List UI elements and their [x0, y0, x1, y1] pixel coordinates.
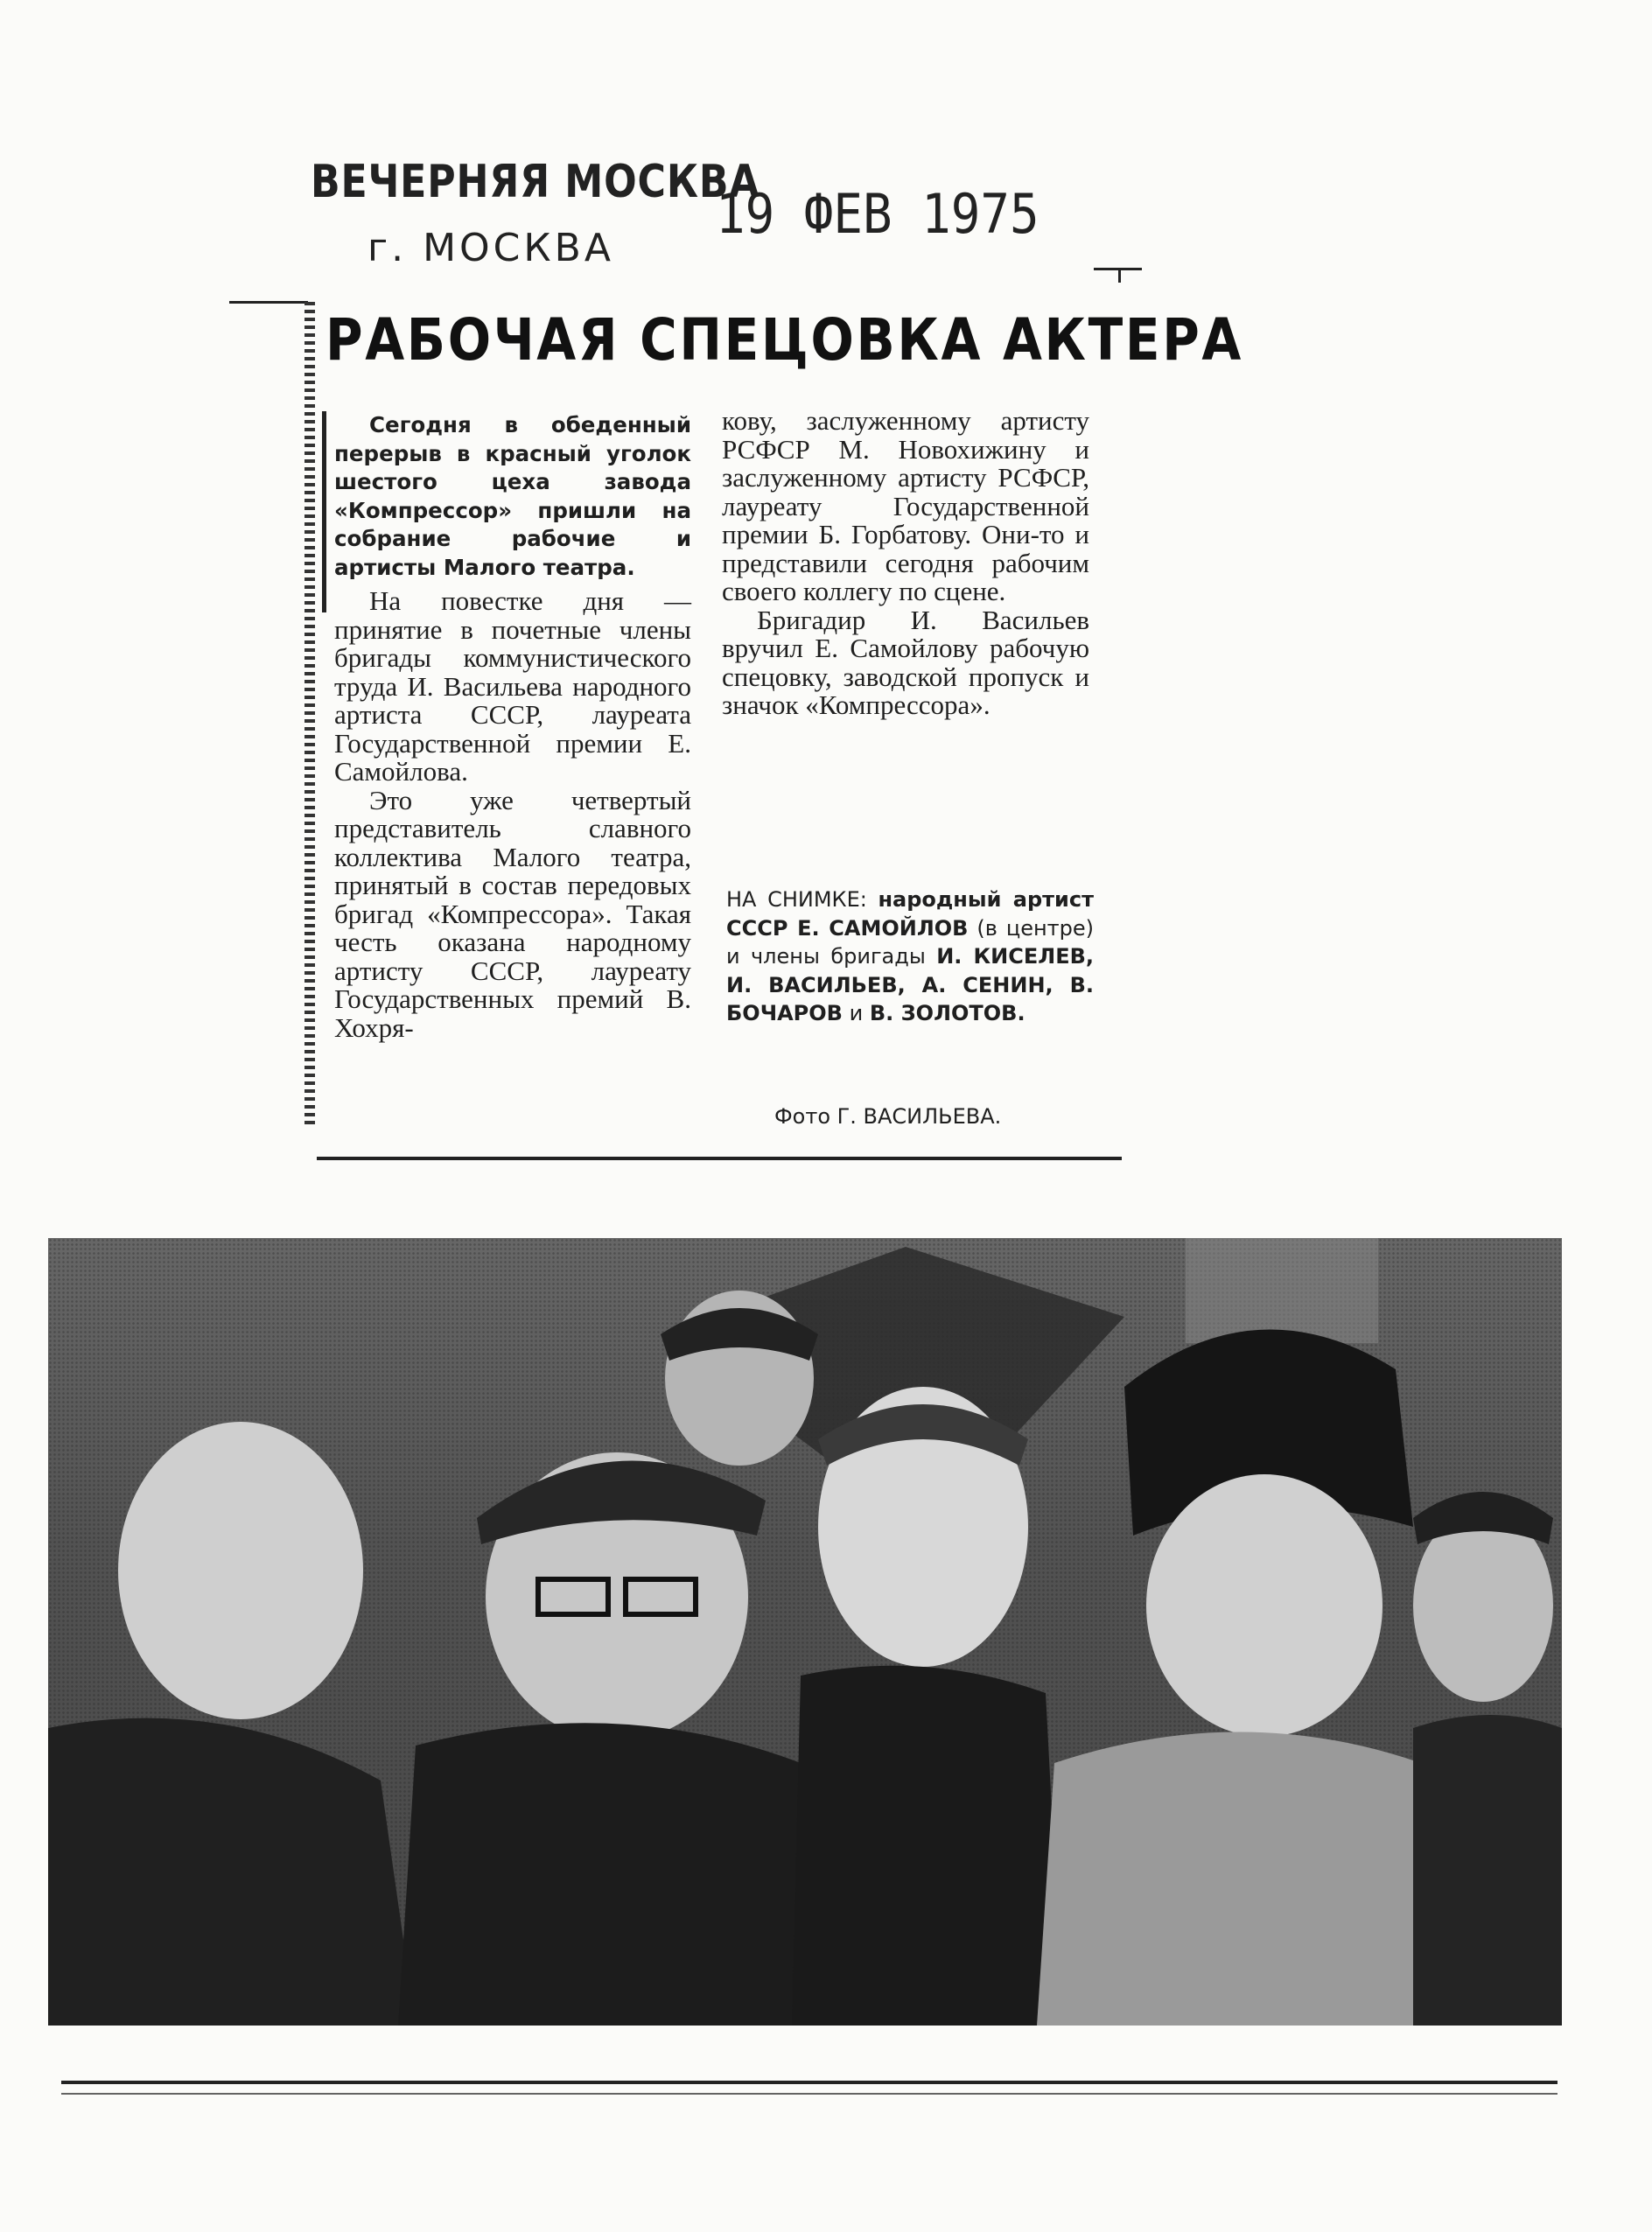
photo-credit: Фото Г. ВАСИЛЬЕВА. — [774, 1104, 1002, 1129]
photo-illustration — [48, 1238, 1562, 2026]
article-lead: Сегодня в обеденный перерыв в красный уголок шестого цеха завода «Компрессор» пришли на собрание рабочие и артисты Малого театра. — [334, 412, 691, 580]
top-right-tick — [1118, 270, 1121, 283]
page-bottom-rule-thin — [61, 2093, 1558, 2095]
caption-names: В. ЗОЛОТОВ. — [869, 1001, 1026, 1025]
caption-text: и — [849, 1001, 864, 1025]
page-bottom-rule — [61, 2081, 1558, 2084]
caption-names: И. КИСЕЛЕВ, И. ВАСИЛЬЕВ, А. СЕНИН, В. БОЧАРОВ — [726, 944, 1094, 1025]
city-stamp: г. МОСКВА — [368, 226, 614, 270]
article-border — [304, 302, 315, 1124]
article-bottom-rule — [317, 1157, 1122, 1160]
article-paragraph: кову, заслуженному артисту РСФСР М. Новохижину и заслуженному артисту РСФСР, лауреату Государственной премии Б. Горбатову. Они-то и представили сегодня рабочим своего коллегу по сцене. — [722, 405, 1089, 606]
lead-bar — [322, 411, 326, 612]
date-stamp: 19 ФЕВ 1975 — [716, 182, 1040, 246]
caption-person: народный артист СССР Е. САМОЙЛОВ — [726, 887, 1094, 941]
article-paragraph: На повестке дня — принятие в почетные члены бригады коммунистического труда И. Васильева народного артиста СССР, лауреата Государственной премии Е. Самойлова. — [334, 585, 691, 787]
photo-caption — [726, 885, 1094, 1028]
caption-label: НА СНИМКЕ: — [726, 887, 867, 912]
article-paragraph: Бригадир И. Васильев вручил Е. Самойлову рабочую спецовку, заводской пропуск и значок «Компрессора». — [722, 604, 1089, 720]
article-column-1 — [334, 411, 691, 1042]
top-left-rule — [229, 301, 308, 304]
newspaper-name-stamp: ВЕЧЕРНЯЯ МОСКВА — [311, 156, 760, 208]
article-headline: РАБОЧАЯ СПЕЦОВКА АКТЕРА — [326, 306, 1244, 374]
group-photo — [48, 1238, 1562, 2026]
article-paragraph: Это уже четвертый представитель славного коллектива Малого театра, принятый в состав передовых бригад «Компрессора». Такая честь оказана народному артисту СССР, лауреату Государственных премий В. Хохря- — [334, 784, 691, 1043]
caption-text: (в центре) и члены бригады — [726, 915, 1094, 969]
article-column-2 — [722, 407, 1089, 720]
